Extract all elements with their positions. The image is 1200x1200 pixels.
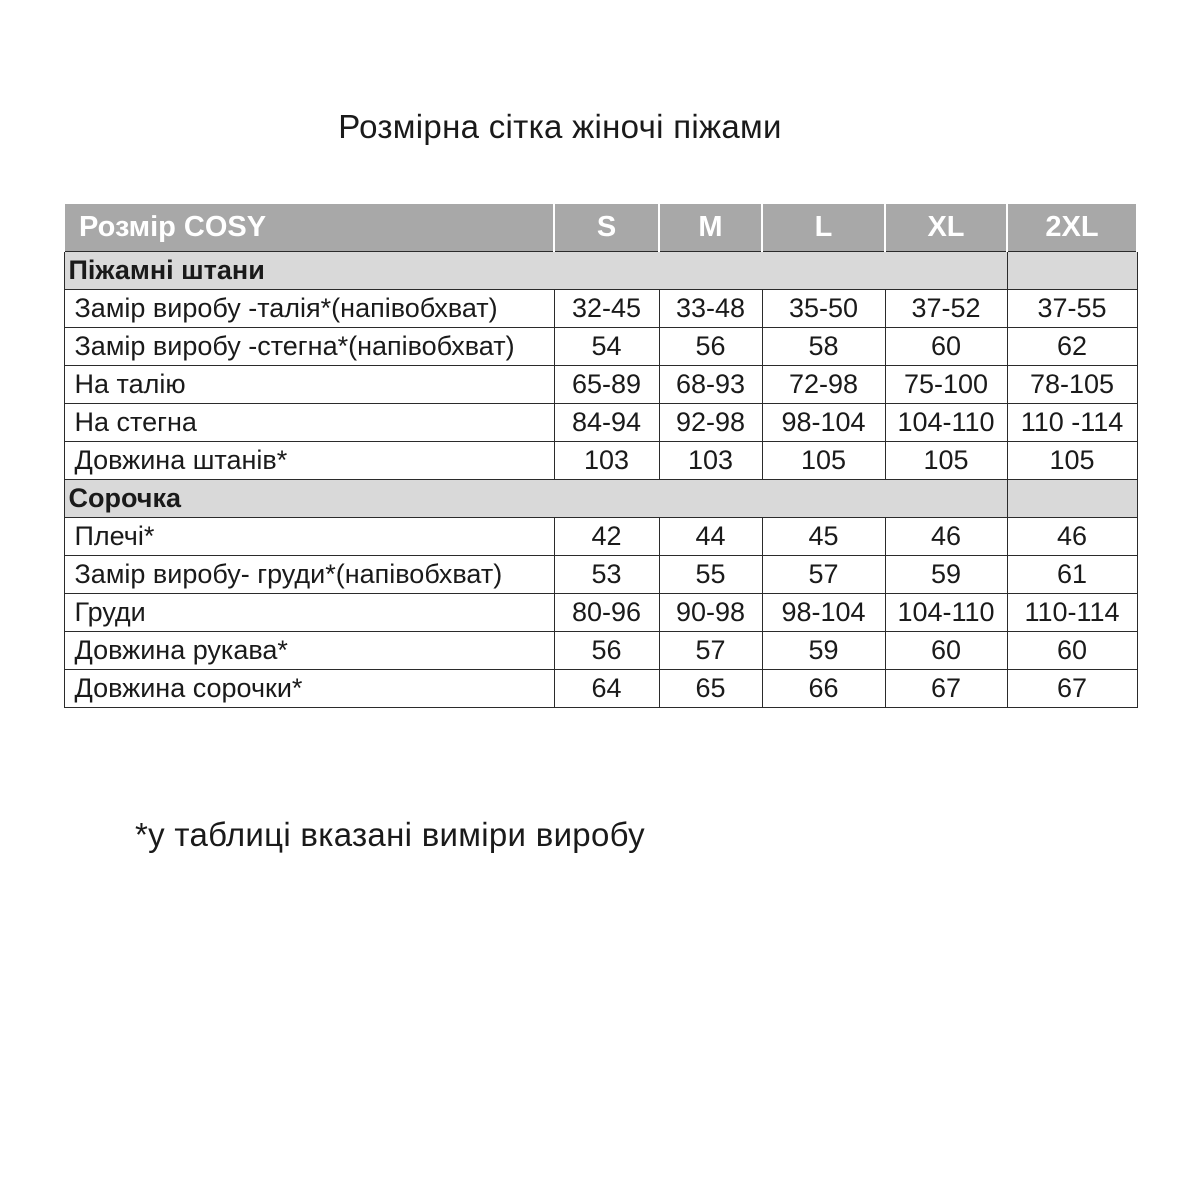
row-label: На талію <box>64 366 554 404</box>
table-cell: 98-104 <box>762 594 885 632</box>
table-cell: 58 <box>762 328 885 366</box>
table-row <box>64 518 1137 556</box>
table-cell: 59 <box>885 556 1007 594</box>
table-cell: 60 <box>885 632 1007 670</box>
table-row <box>64 290 1137 328</box>
table-cell: 67 <box>1007 670 1137 708</box>
table-cell: 110-114 <box>1007 594 1137 632</box>
header-size-s: S <box>554 203 659 252</box>
table-cell: 46 <box>885 518 1007 556</box>
table-cell: 104-110 <box>885 404 1007 442</box>
footnote: *у таблиці вказані виміри виробу <box>135 816 645 853</box>
row-label: Груди <box>64 594 554 632</box>
table-cell: 65-89 <box>554 366 659 404</box>
row-label: Довжина рукава* <box>64 632 554 670</box>
table-cell: 59 <box>762 632 885 670</box>
table-cell: 37-52 <box>885 290 1007 328</box>
section-row <box>64 252 1137 290</box>
page-title: Розмірна сітка жіночі піжами <box>338 108 782 145</box>
table-cell: 90-98 <box>659 594 762 632</box>
header-size-2xl: 2XL <box>1007 203 1137 252</box>
section-title: Сорочка <box>64 480 1007 518</box>
table-header-row <box>64 203 1137 252</box>
table-row <box>64 594 1137 632</box>
table-cell: 92-98 <box>659 404 762 442</box>
table-cell: 103 <box>554 442 659 480</box>
table-cell: 104-110 <box>885 594 1007 632</box>
table-cell: 60 <box>1007 632 1137 670</box>
table-cell: 53 <box>554 556 659 594</box>
table-row <box>64 328 1137 366</box>
table-cell: 37-55 <box>1007 290 1137 328</box>
table-cell: 64 <box>554 670 659 708</box>
table-row <box>64 366 1137 404</box>
row-label: Замір виробу- груди*(напівобхват) <box>64 556 554 594</box>
table-cell: 78-105 <box>1007 366 1137 404</box>
table-cell: 62 <box>1007 328 1137 366</box>
table-row <box>64 632 1137 670</box>
table-cell: 61 <box>1007 556 1137 594</box>
header-size-label: Розмір COSY <box>64 203 554 252</box>
table-cell: 54 <box>554 328 659 366</box>
section-empty-cell <box>1007 252 1137 290</box>
table-cell: 55 <box>659 556 762 594</box>
table-cell: 32-45 <box>554 290 659 328</box>
section-empty-cell <box>1007 480 1137 518</box>
header-size-xl: XL <box>885 203 1007 252</box>
table-cell: 44 <box>659 518 762 556</box>
row-label: Замір виробу -талія*(напівобхват) <box>64 290 554 328</box>
table-cell: 103 <box>659 442 762 480</box>
size-chart-table <box>63 202 1138 708</box>
table-cell: 33-48 <box>659 290 762 328</box>
table-cell: 105 <box>885 442 1007 480</box>
table-cell: 110 -114 <box>1007 404 1137 442</box>
table-cell: 98-104 <box>762 404 885 442</box>
header-size-l: L <box>762 203 885 252</box>
table-cell: 57 <box>659 632 762 670</box>
table-row <box>64 404 1137 442</box>
table-body <box>64 252 1137 708</box>
table-cell: 75-100 <box>885 366 1007 404</box>
row-label: Довжина сорочки* <box>64 670 554 708</box>
table-cell: 67 <box>885 670 1007 708</box>
table-cell: 65 <box>659 670 762 708</box>
table-cell: 105 <box>1007 442 1137 480</box>
section-title: Піжамні штани <box>64 252 1007 290</box>
row-label: На стегна <box>64 404 554 442</box>
table-row <box>64 442 1137 480</box>
table-cell: 56 <box>659 328 762 366</box>
table-cell: 80-96 <box>554 594 659 632</box>
row-label: Плечі* <box>64 518 554 556</box>
table-cell: 57 <box>762 556 885 594</box>
header-size-m: M <box>659 203 762 252</box>
row-label: Довжина штанів* <box>64 442 554 480</box>
table-cell: 66 <box>762 670 885 708</box>
table-cell: 46 <box>1007 518 1137 556</box>
table-cell: 68-93 <box>659 366 762 404</box>
table-row <box>64 670 1137 708</box>
table-cell: 42 <box>554 518 659 556</box>
table-cell: 35-50 <box>762 290 885 328</box>
row-label: Замір виробу -стегна*(напівобхват) <box>64 328 554 366</box>
table-cell: 56 <box>554 632 659 670</box>
table-cell: 105 <box>762 442 885 480</box>
table-cell: 45 <box>762 518 885 556</box>
table-cell: 84-94 <box>554 404 659 442</box>
table-cell: 60 <box>885 328 1007 366</box>
section-row <box>64 480 1137 518</box>
table-row <box>64 556 1137 594</box>
table-cell: 72-98 <box>762 366 885 404</box>
